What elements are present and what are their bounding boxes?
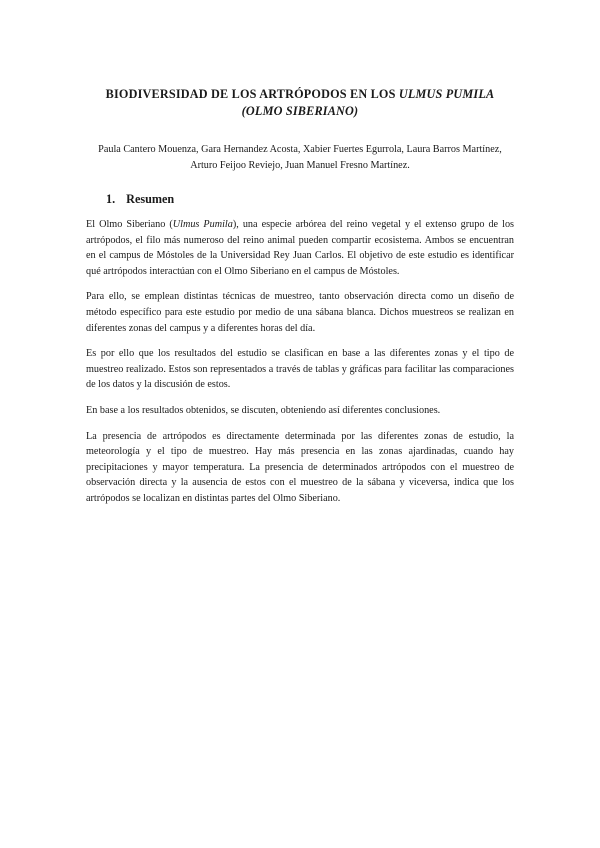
abstract-paragraph-4: En base a los resultados obtenidos, se discuten, obteniendo así diferentes conclusiones. bbox=[86, 404, 441, 416]
title-main: BIODIVERSIDAD DE LOS ARTRÓPODOS EN LOS bbox=[105, 87, 399, 101]
p1-before: El Olmo Siberiano ( bbox=[86, 219, 173, 230]
abstract-paragraph-2: Para ello, se emplean distintas técnicas de muestreo, tanto observación directa como un diseño de método específico para este estudio por medio de una sábana blanca. Dichos muestreos se realizan en diferentes zonas del campus y a diferentes horas del día. bbox=[86, 291, 514, 334]
abstract-paragraph-3: Es por ello que los resultados del estudio se clasifican en base a las diferentes zonas y el tipo de muestreo realizado. Estos son representados a través de tablas y gráficas para facilitar las comparaciones de los datos y la discusión de estos. bbox=[86, 348, 514, 391]
p1-after: ), una especie arbórea del reino vegetal y el extenso grupo de los artrópodos, el filo más numeroso del reino animal pueden compartir ecosistema. Ambos se encuentran en el campus de Móstoles de la Universidad Rey Juan Carlos. El objetivo de este estudio es identificar qué artrópodos interactúan con el Olmo Siberiano en el campus de Móstoles. bbox=[86, 219, 515, 277]
paper-title bbox=[86, 86, 514, 120]
section-heading bbox=[106, 192, 514, 207]
p1-italic: Ulmus Pumila bbox=[172, 219, 233, 230]
title-italic-species: ULMUS PUMILA bbox=[398, 87, 495, 101]
abstract-paragraph-5: La presencia de artrópodos es directamente determinada por las diferentes zonas de estudio, la meteorología y el tipo de muestreo. Hay más presencia en las zonas ajardinadas, cuando hay precipitaciones y mayor temperatura. La presencia de determinados artrópodos con el muestreo de observación directa y la ausencia de estos con el muestreo de la sábana y viceversa, indica que los artrópodos se localizan en distintas partes del Olmo Siberiano. bbox=[86, 430, 514, 504]
title-italic-common-name: (OLMO SIBERIANO) bbox=[241, 104, 359, 118]
abstract-paragraph-1 bbox=[86, 217, 514, 279]
author-list: Paula Cantero Mouenza, Gara Hernandez Acosta, Xabier Fuertes Egurrola, Laura Barros Martínez, Arturo Feijoo Reviejo, Juan Manuel Fresno Martínez. bbox=[98, 144, 502, 171]
section-title: Resumen bbox=[126, 192, 175, 206]
section-number: 1. bbox=[106, 192, 116, 206]
